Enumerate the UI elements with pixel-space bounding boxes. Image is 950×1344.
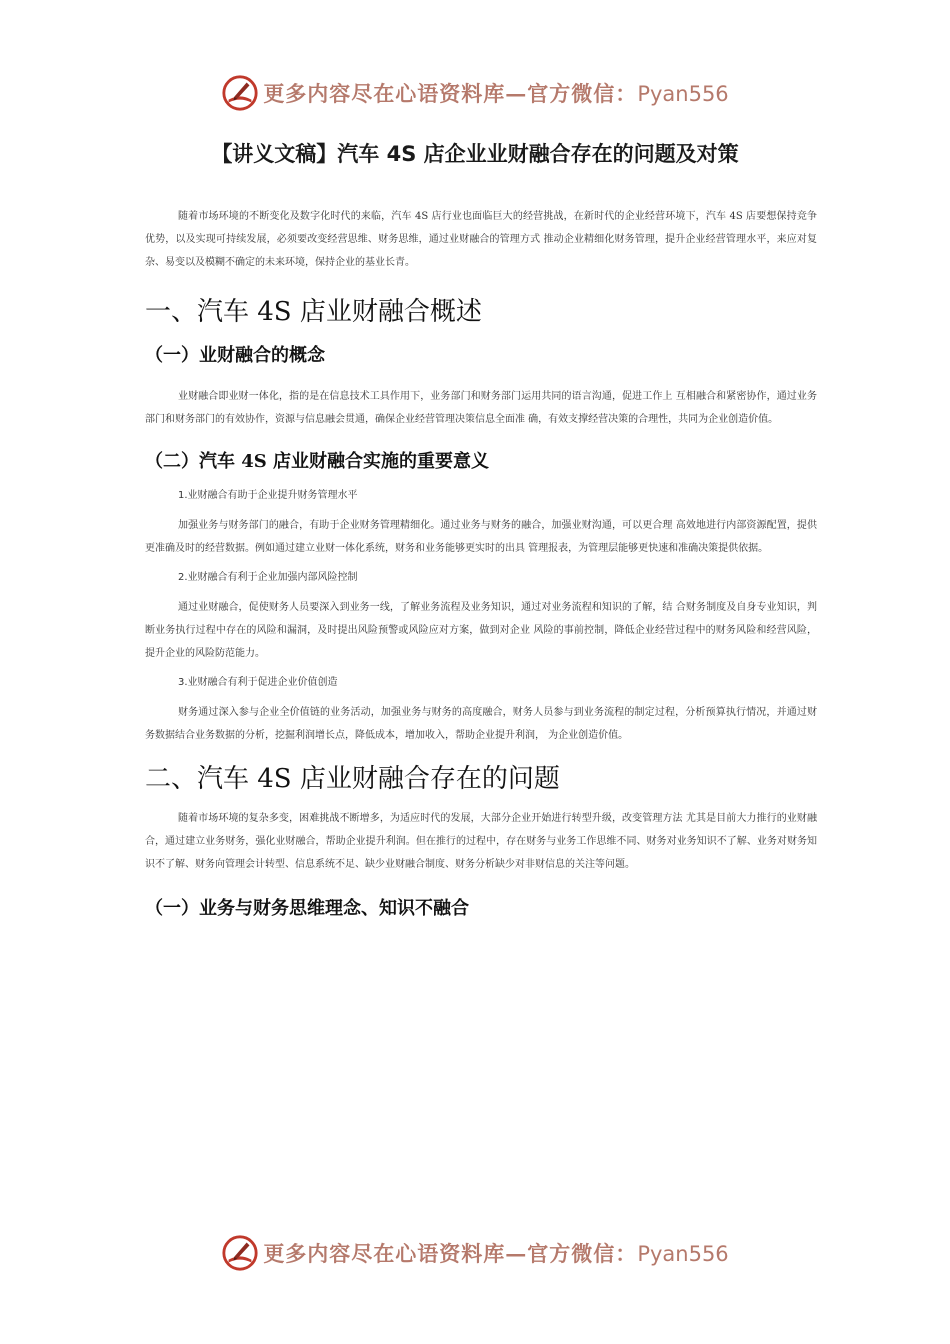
document-body (145, 205, 817, 922)
section-1-1-heading: （一）业财融合的概念 (145, 345, 325, 366)
banner-text: 更多内容尽在心语资料库—官方微信：Pyan556 (263, 81, 729, 106)
point-1-heading: 1.业财融合有助于企业提升财务管理水平 (178, 490, 358, 501)
banner-text: 更多内容尽在心语资料库—官方微信：Pyan556 (263, 1241, 729, 1266)
section-2-1-heading: （一）业务与财务思维理念、知识不融合 (145, 898, 469, 919)
point-3-body: 财务通过深入参与企业全价值链的业务活动，加强业务与财务的高度融合，财务人员参与到业务流程的制定过程，分析预算执行情况，并通过财务数据结合业务数据的分析，挖掘利润增长点，降低成本，增加收入，帮助企业提升利润， 为企业创造价值。 (145, 707, 817, 741)
footer-banner (0, 1228, 950, 1278)
section-2-heading: 二、汽车 4S 店业财融合存在的问题 (145, 764, 560, 794)
point-1-body: 加强业务与财务部门的融合，有助于企业财务管理精细化。通过业务与财务的融合，加强业财沟通，可以更合理 高效地进行内部资源配置，提供更准确及时的经营数据。例如通过建立业财一体化系统，财务和业务能够更实时的出具 管理报表，为管理层能够更快速和准确决策提供依据。 (145, 520, 817, 554)
pen-and-book-logo-icon (221, 1234, 259, 1272)
document-title: 【讲义文稿】汽车 4S 店企业业财融合存在的问题及对策 (211, 142, 739, 166)
section-2-body: 随着市场环境的复杂多变，困难挑战不断增多，为适应时代的发展，大部分企业开始进行转型升级，改变管理方法 尤其是目前大力推行的业财融合，通过建立业务财务，强化业财融合，帮助企业提升利润。但在推行的过程中，存在财务与业务工作思维不同、财务对业务知识不了解、业务对财务知识不了解、财务向管理会计转型、信息系统不足、缺少业财融合制度、财务分析缺少对非财信息的关注等问题。 (145, 813, 817, 870)
section-1-heading: 一、汽车 4S 店业财融合概述 (145, 297, 482, 327)
intro-paragraph: 随着市场环境的不断变化及数字化时代的来临，汽车 4S 店行业也面临巨大的经营挑战，在新时代的企业经营环境下，汽车 4S 店要想保持竞争优势，以及实现可持续发展，必须要改变经营思维、财务思维，通过业财融合的管理方式 推动企业精细化财务管理，提升企业经营管理水平，来应对复杂、易变以及模糊不确定的未来环境，保持企业的基业长青。 (145, 211, 817, 268)
point-2-body: 通过业财融合，促使财务人员要深入到业务一线，了解业务流程及业务知识，通过对业务流程和知识的了解，结 合财务制度及自身专业知识，判断业务执行过程中存在的风险和漏洞，及时提出风险预警或风险应对方案，做到对企业 风险的事前控制，降低企业经营过程中的财务风险和经营风险，提升企业的风险防范能力。 (145, 602, 817, 659)
section-1-2-heading: （二）汽车 4S 店业财融合实施的重要意义 (145, 451, 490, 472)
section-1-1-body: 业财融合即业财一体化，指的是在信息技术工具作用下，业务部门和财务部门运用共同的语言沟通，促进工作上 互相融合和紧密协作，通过业务部门和财务部门的有效协作，资源与信息融会贯通，确保企业经营管理决策信息全面准 确，有效支撑经营决策的合理性，共同为企业创造价值。 (145, 391, 817, 425)
point-3-heading: 3.业财融合有利于促进企业价值创造 (178, 677, 338, 688)
pen-and-book-logo-icon (221, 74, 259, 112)
header-banner (0, 68, 950, 118)
point-2-heading: 2.业财融合有利于企业加强内部风险控制 (178, 572, 358, 583)
